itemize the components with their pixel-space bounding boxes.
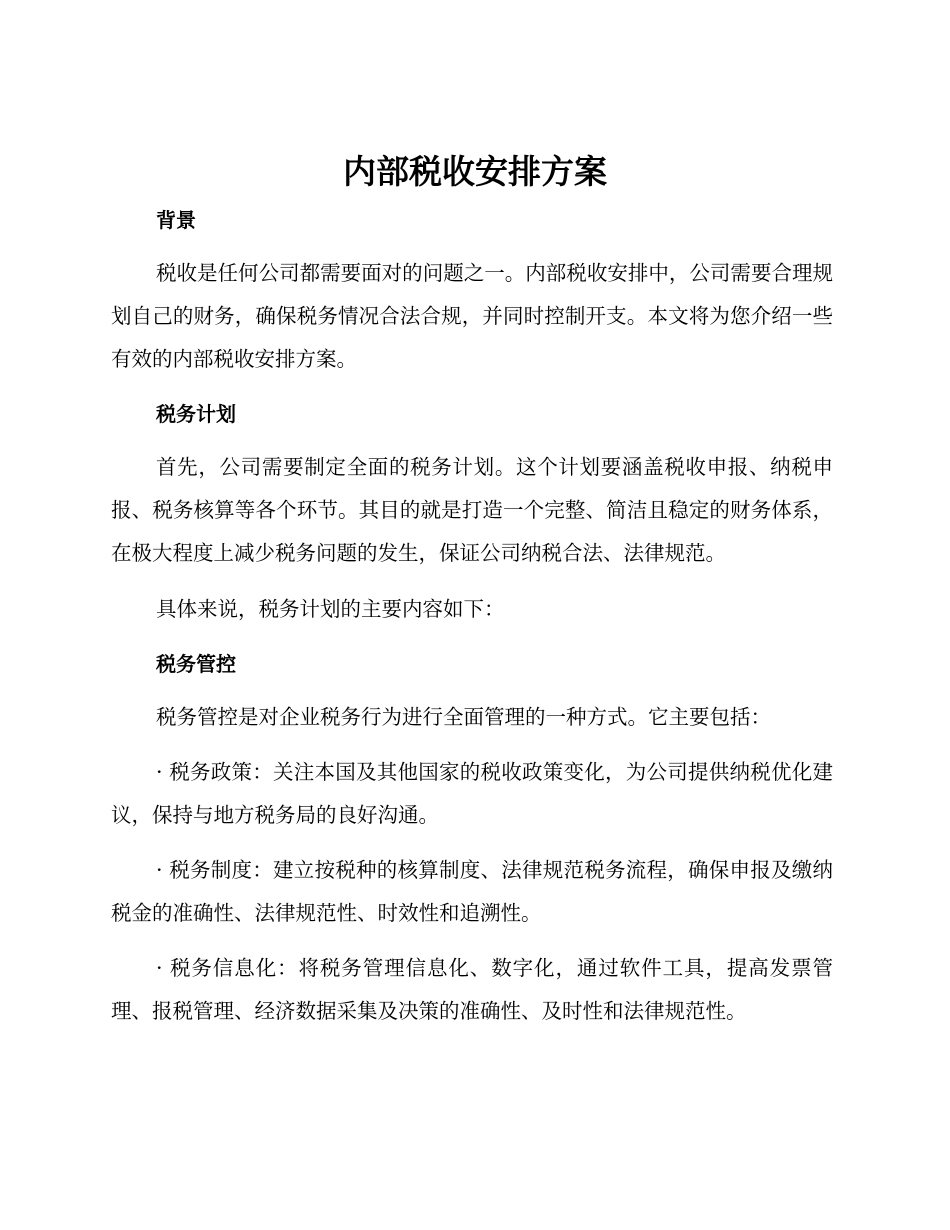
paragraph-tax-plan-intro: 具体来说，税务计划的主要内容如下： (156, 597, 505, 621)
paragraph-tax-plan: 首先，公司需要制定全面的税务计划。这个计划要涵盖税收申报、纳税申报、税务核算等各个环节。其目的就是打造一个完整、简洁且稳定的财务体系，在极大程度上减少税务问题的发生，保证公司纳税合法、法律规范。 (111, 455, 833, 565)
document-title: 内部税收安排方案 (343, 152, 607, 191)
bullet-tax-system: · 税务制度：建立按税种的核算制度、法律规范税务流程，确保申报及缴纳税金的准确性、法律规范性、时效性和追溯性。 (111, 858, 833, 925)
section-heading-background: 背景 (156, 208, 196, 232)
paragraph-background: 税收是任何公司都需要面对的问题之一。内部税收安排中，公司需要合理规划自己的财务，确保税务情况合法合规，并同时控制开支。本文将为您介绍一些有效的内部税收安排方案。 (111, 261, 833, 371)
bullet-tax-informatization: · 税务信息化：将税务管理信息化、数字化，通过软件工具，提高发票管理、报税管理、经济数据采集及决策的准确性、及时性和法律规范性。 (111, 956, 833, 1023)
bullet-tax-policy: · 税务政策：关注本国及其他国家的税收政策变化，为公司提供纳税优化建议，保持与地方税务局的良好沟通。 (111, 760, 833, 827)
paragraph-tax-control: 税务管控是对企业税务行为进行全面管理的一种方式。它主要包括： (156, 705, 771, 729)
section-heading-tax-control: 税务管控 (156, 652, 236, 676)
section-heading-tax-plan: 税务计划 (156, 402, 236, 426)
